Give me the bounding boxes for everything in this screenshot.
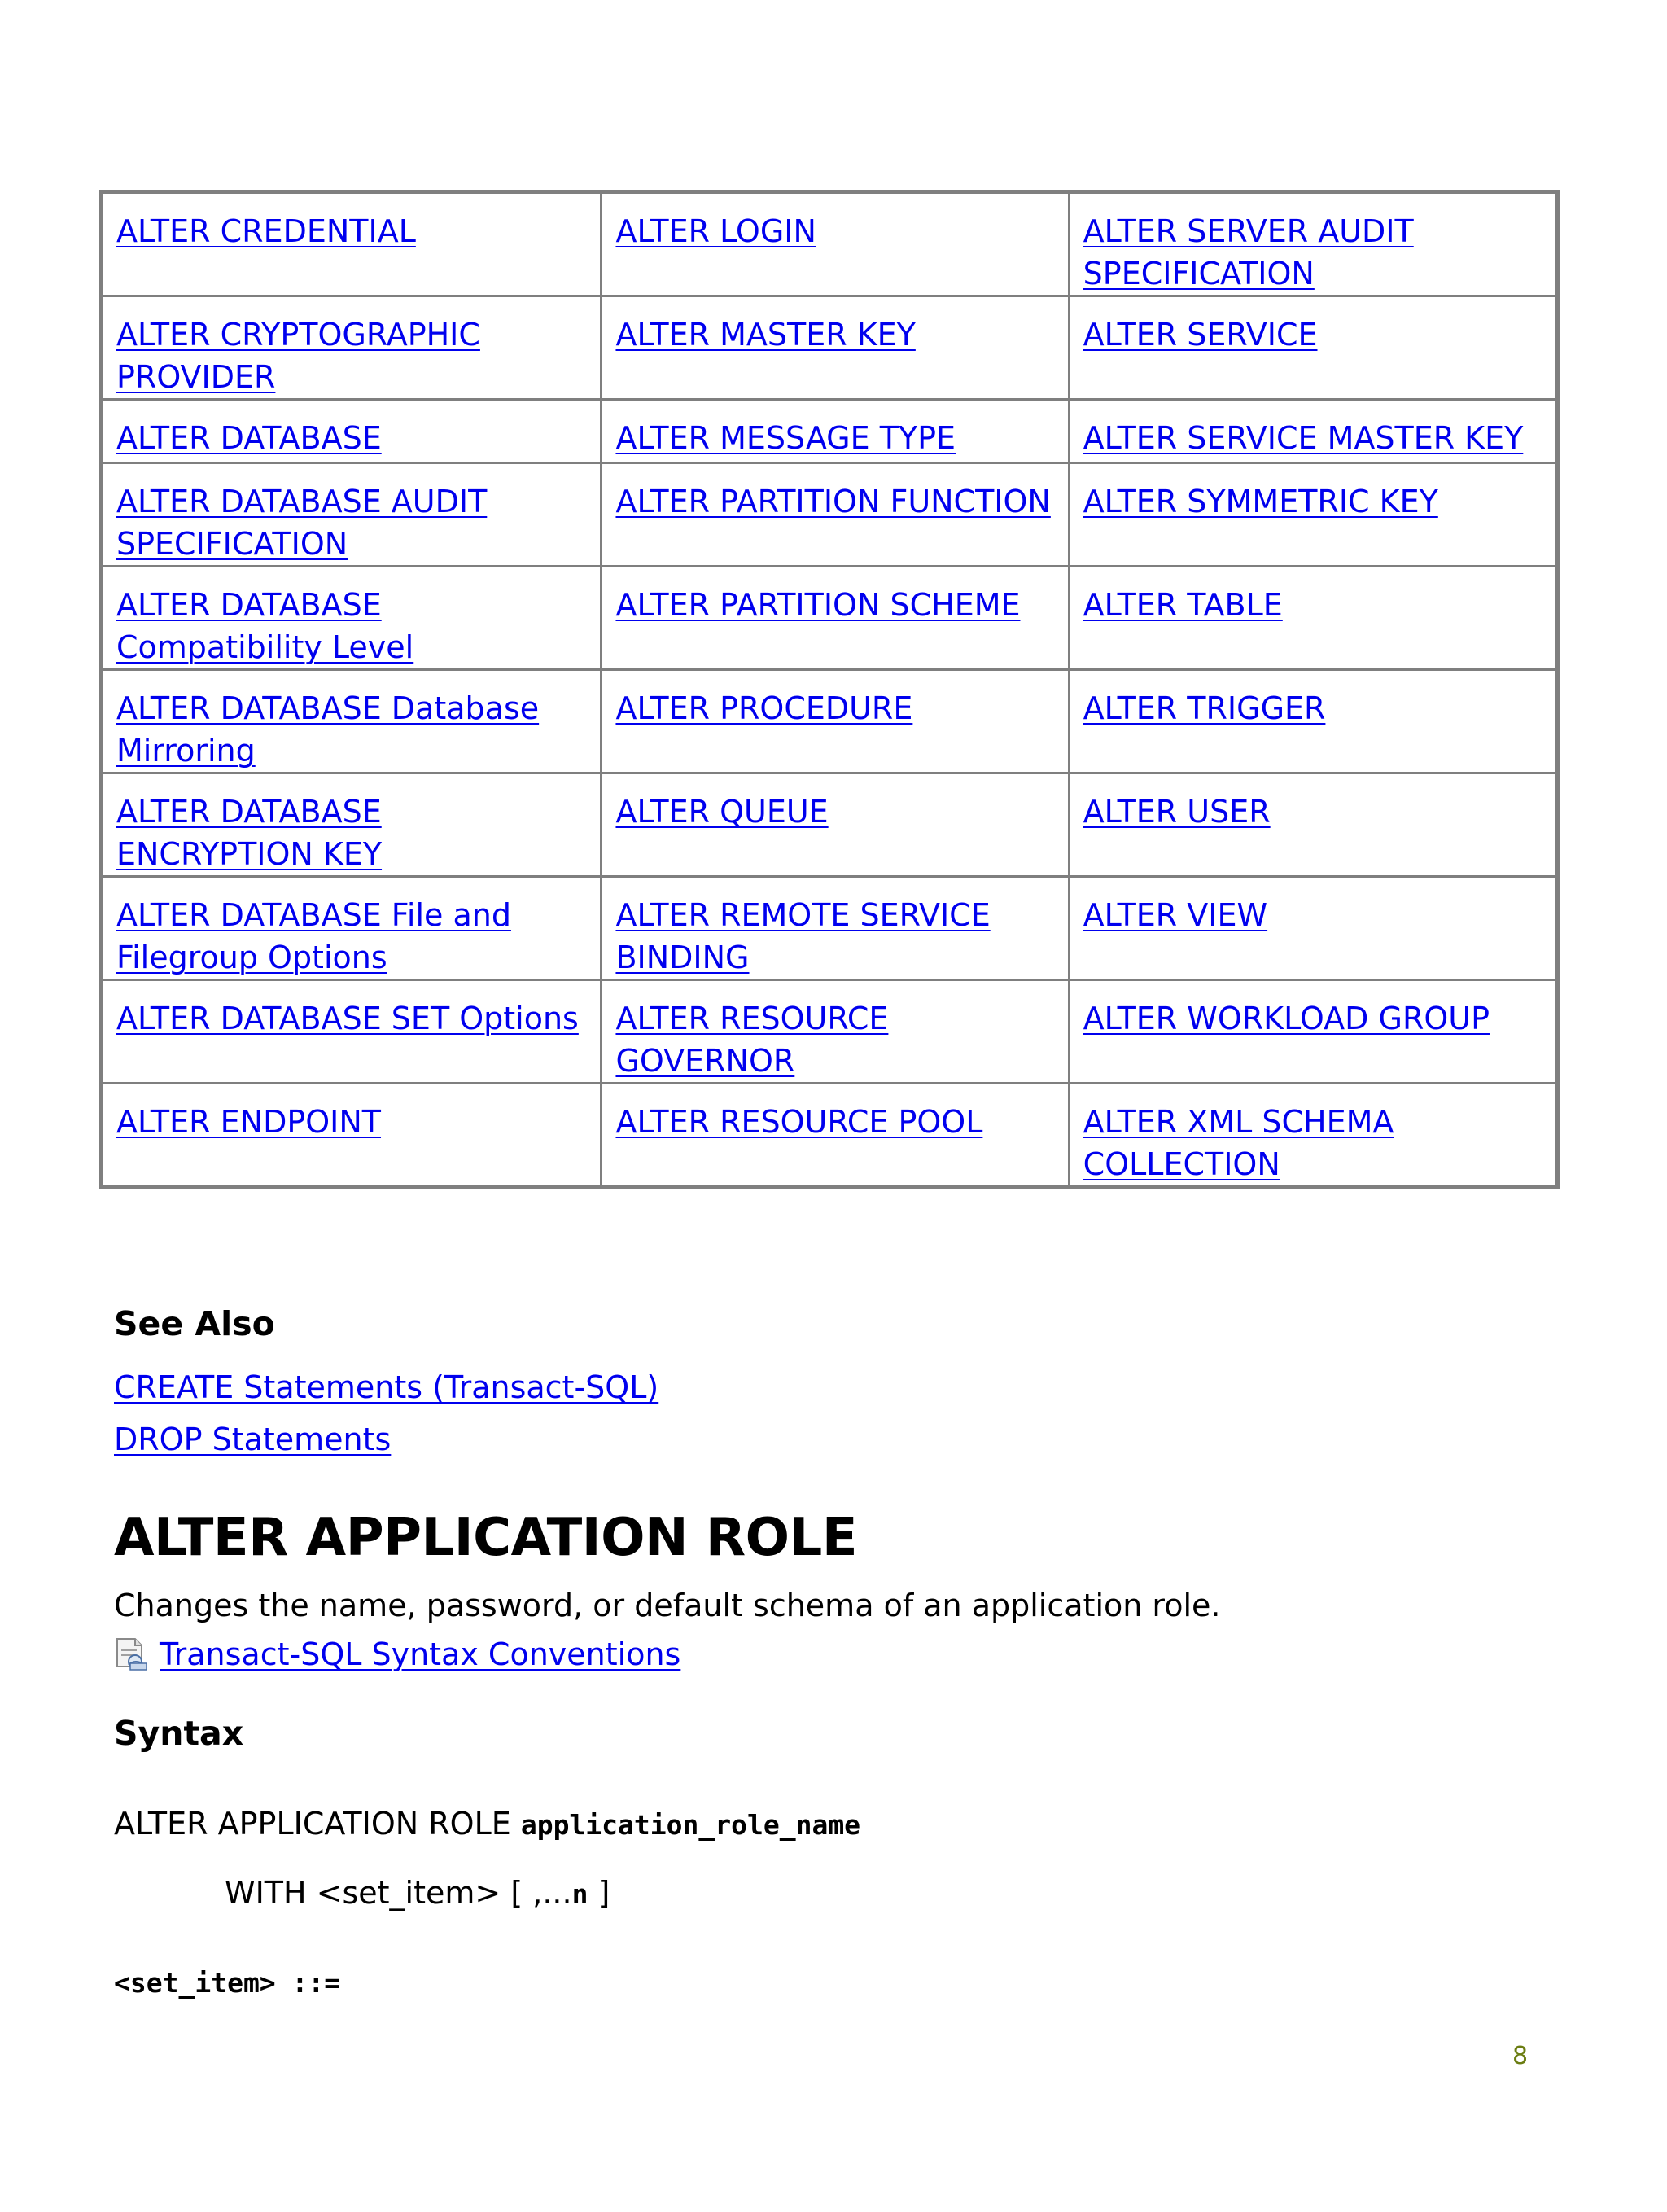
table-cell <box>102 296 602 400</box>
table-row <box>102 463 1558 567</box>
table-cell <box>1069 296 1557 400</box>
syntax-line-1 <box>114 1806 860 1842</box>
statement-link[interactable]: ALTER MASTER KEY <box>615 317 916 353</box>
statement-link[interactable]: ALTER WORKLOAD GROUP <box>1083 1001 1490 1036</box>
alter-statements-table <box>99 190 1560 1189</box>
table-cell <box>1069 670 1557 773</box>
create-statements-link[interactable]: CREATE Statements (Transact-SQL) <box>114 1369 659 1405</box>
table-cell <box>1069 877 1557 980</box>
table-row <box>102 980 1558 1084</box>
syntax-close-bracket: ] <box>588 1875 610 1911</box>
table-cell <box>102 567 602 670</box>
table-cell <box>602 296 1069 400</box>
table-cell <box>102 980 602 1084</box>
table-row <box>102 400 1558 463</box>
section-summary: Changes the name, password, or default schema of an application role. <box>114 1588 1221 1623</box>
table-cell <box>102 670 602 773</box>
statement-link[interactable]: ALTER CRYPTOGRAPHIC PROVIDER <box>116 317 480 395</box>
table-cell <box>102 463 602 567</box>
see-also-heading: See Also <box>114 1304 275 1343</box>
table-row <box>102 567 1558 670</box>
statement-link[interactable]: ALTER SYMMETRIC KEY <box>1083 484 1438 519</box>
syntax-conventions-row <box>114 1636 680 1672</box>
table-cell <box>1069 980 1557 1084</box>
statement-link[interactable]: ALTER XML SCHEMA COLLECTION <box>1083 1104 1394 1182</box>
statement-link[interactable]: ALTER DATABASE SET Options <box>116 1001 579 1036</box>
syntax-argument: application_role_name <box>520 1809 861 1841</box>
table-cell <box>602 567 1069 670</box>
page-number: 8 <box>1512 2042 1529 2070</box>
table-cell <box>602 980 1069 1084</box>
drop-statements-link[interactable]: DROP Statements <box>114 1421 392 1457</box>
table-cell <box>102 192 602 296</box>
see-also-item <box>114 1361 658 1413</box>
table-cell <box>602 192 1069 296</box>
table-cell <box>602 463 1069 567</box>
statement-link[interactable]: ALTER MESSAGE TYPE <box>615 420 956 456</box>
table-cell <box>1069 567 1557 670</box>
statement-link[interactable]: ALTER PARTITION SCHEME <box>615 587 1021 623</box>
statement-link[interactable]: ALTER DATABASE AUDIT SPECIFICATION <box>116 484 488 562</box>
statement-link[interactable]: ALTER TABLE <box>1083 587 1283 623</box>
statement-link[interactable]: ALTER DATABASE Database Mirroring <box>116 690 540 769</box>
syntax-keyword: ALTER APPLICATION ROLE <box>114 1806 521 1842</box>
statement-link[interactable]: ALTER PROCEDURE <box>615 690 913 726</box>
table-cell <box>602 1084 1069 1188</box>
statement-link[interactable]: ALTER RESOURCE POOL <box>615 1104 983 1140</box>
table-cell <box>1069 773 1557 877</box>
syntax-set-item-definition: <set_item> ::= <box>114 1967 341 1999</box>
statement-link[interactable]: ALTER QUEUE <box>615 794 829 830</box>
table-row <box>102 877 1558 980</box>
see-also-list <box>114 1361 658 1465</box>
table-row <box>102 1084 1558 1188</box>
statement-link[interactable]: ALTER DATABASE Compatibility Level <box>116 587 414 665</box>
table-row <box>102 192 1558 296</box>
statement-link[interactable]: ALTER USER <box>1083 794 1271 830</box>
statement-link[interactable]: ALTER ENDPOINT <box>116 1104 382 1140</box>
statement-link[interactable]: ALTER CREDENTIAL <box>116 213 416 249</box>
table-cell <box>602 877 1069 980</box>
statement-link[interactable]: ALTER RESOURCE GOVERNOR <box>615 1001 889 1079</box>
statement-link[interactable]: ALTER SERVER AUDIT SPECIFICATION <box>1083 213 1414 291</box>
table-cell <box>1069 400 1557 463</box>
syntax-n: n <box>571 1878 588 1910</box>
statement-link[interactable]: ALTER LOGIN <box>615 213 816 249</box>
table-cell <box>602 670 1069 773</box>
table-cell <box>102 773 602 877</box>
alter-statements-table-body <box>102 192 1558 1188</box>
statement-link[interactable]: ALTER TRIGGER <box>1083 690 1326 726</box>
table-cell <box>1069 1084 1557 1188</box>
see-also-item <box>114 1413 658 1465</box>
syntax-heading: Syntax <box>114 1714 244 1753</box>
statement-link[interactable]: ALTER SERVICE <box>1083 317 1318 353</box>
statement-link[interactable]: ALTER PARTITION FUNCTION <box>615 484 1051 519</box>
table-row <box>102 670 1558 773</box>
syntax-conventions-link[interactable]: Transact-SQL Syntax Conventions <box>160 1636 681 1672</box>
table-cell <box>102 400 602 463</box>
section-title: ALTER APPLICATION ROLE <box>114 1508 858 1568</box>
syntax-line-3 <box>114 1964 340 2000</box>
table-cell <box>1069 463 1557 567</box>
syntax-separator: ,... <box>532 1875 572 1911</box>
statement-link[interactable]: ALTER VIEW <box>1083 897 1268 933</box>
syntax-conventions-icon <box>114 1637 150 1671</box>
statement-link[interactable]: ALTER REMOTE SERVICE BINDING <box>615 897 991 975</box>
table-row <box>102 296 1558 400</box>
table-row <box>102 773 1558 877</box>
table-cell <box>102 877 602 980</box>
syntax-line-2 <box>225 1875 610 1911</box>
statement-link[interactable]: ALTER DATABASE ENCRYPTION KEY <box>116 794 383 872</box>
table-cell <box>602 773 1069 877</box>
statement-link[interactable]: ALTER DATABASE File and Filegroup Options <box>116 897 511 975</box>
table-cell <box>102 1084 602 1188</box>
statement-link[interactable]: ALTER DATABASE <box>116 420 382 456</box>
syntax-with-clause: WITH <set_item> [ <box>225 1875 533 1911</box>
table-cell <box>602 400 1069 463</box>
statement-link[interactable]: ALTER SERVICE MASTER KEY <box>1083 420 1524 456</box>
table-cell <box>1069 192 1557 296</box>
